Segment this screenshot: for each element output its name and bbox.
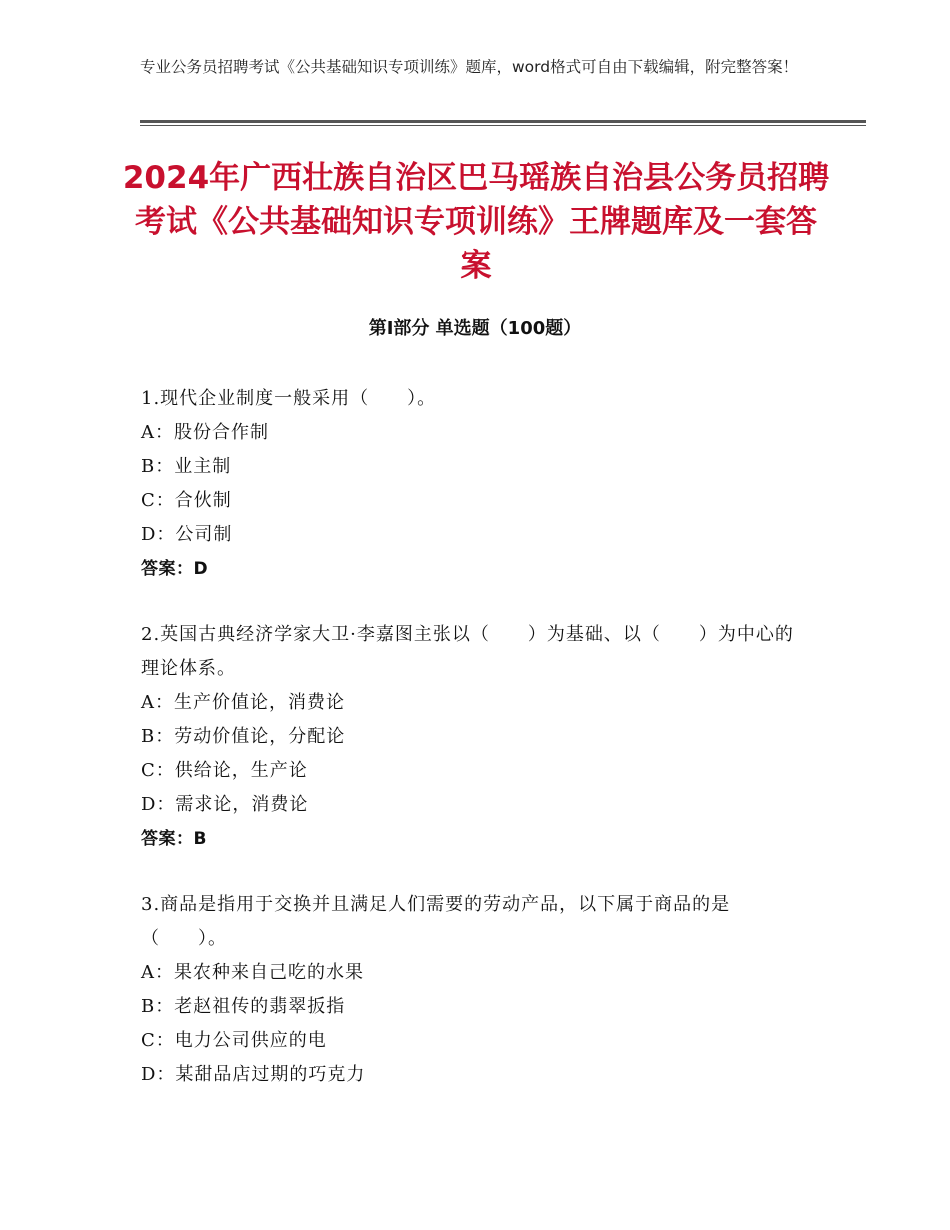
answer-line: 答案：B [141,829,207,849]
header-divider-thin [140,125,866,126]
question-stem: 2.英国古典经济学家大卫·李嘉图主张以（ ）为基础、以（ ）为中心的理论体系。 [141,624,794,679]
option-c: C：供给论，生产论 [141,760,308,781]
question-list [141,382,821,1124]
answer-line: 答案：D [141,559,209,579]
option-d: D：某甜品店过期的巧克力 [141,1064,366,1085]
question-stem: 3.商品是指用于交换并且满足人们需要的劳动产品，以下属于商品的是（ ）。 [141,894,731,949]
option-c: C：电力公司供应的电 [141,1030,327,1051]
option-c: C：合伙制 [141,490,232,511]
section-title: 第Ⅰ部分 单选题（100题） [368,318,582,339]
option-d: D：需求论，消费论 [141,794,309,815]
header-divider-thick [140,120,866,123]
option-b: B：老赵祖传的翡翠扳指 [141,996,346,1017]
document-title: 2024年广西壮族自治区巴马瑶族自治县公务员招聘考试《公共基础知识专项训练》王牌题库及一套答案 [122,160,830,284]
option-a: A：果农种来自己吃的水果 [141,962,364,983]
option-a: A：股份合作制 [141,422,269,443]
option-d: D：公司制 [141,524,233,545]
question-1 [141,382,821,586]
option-b: B：劳动价值论，分配论 [141,726,346,747]
option-a: A：生产价值论，消费论 [141,692,345,713]
header-note: 专业公务员招聘考试《公共基础知识专项训练》题库，word格式可自由下载编辑，附完整答案！ [140,58,799,76]
option-b: B：业主制 [141,456,232,477]
question-3 [141,888,821,1092]
question-stem: 1.现代企业制度一般采用（ ）。 [141,388,437,409]
question-2 [141,618,821,856]
